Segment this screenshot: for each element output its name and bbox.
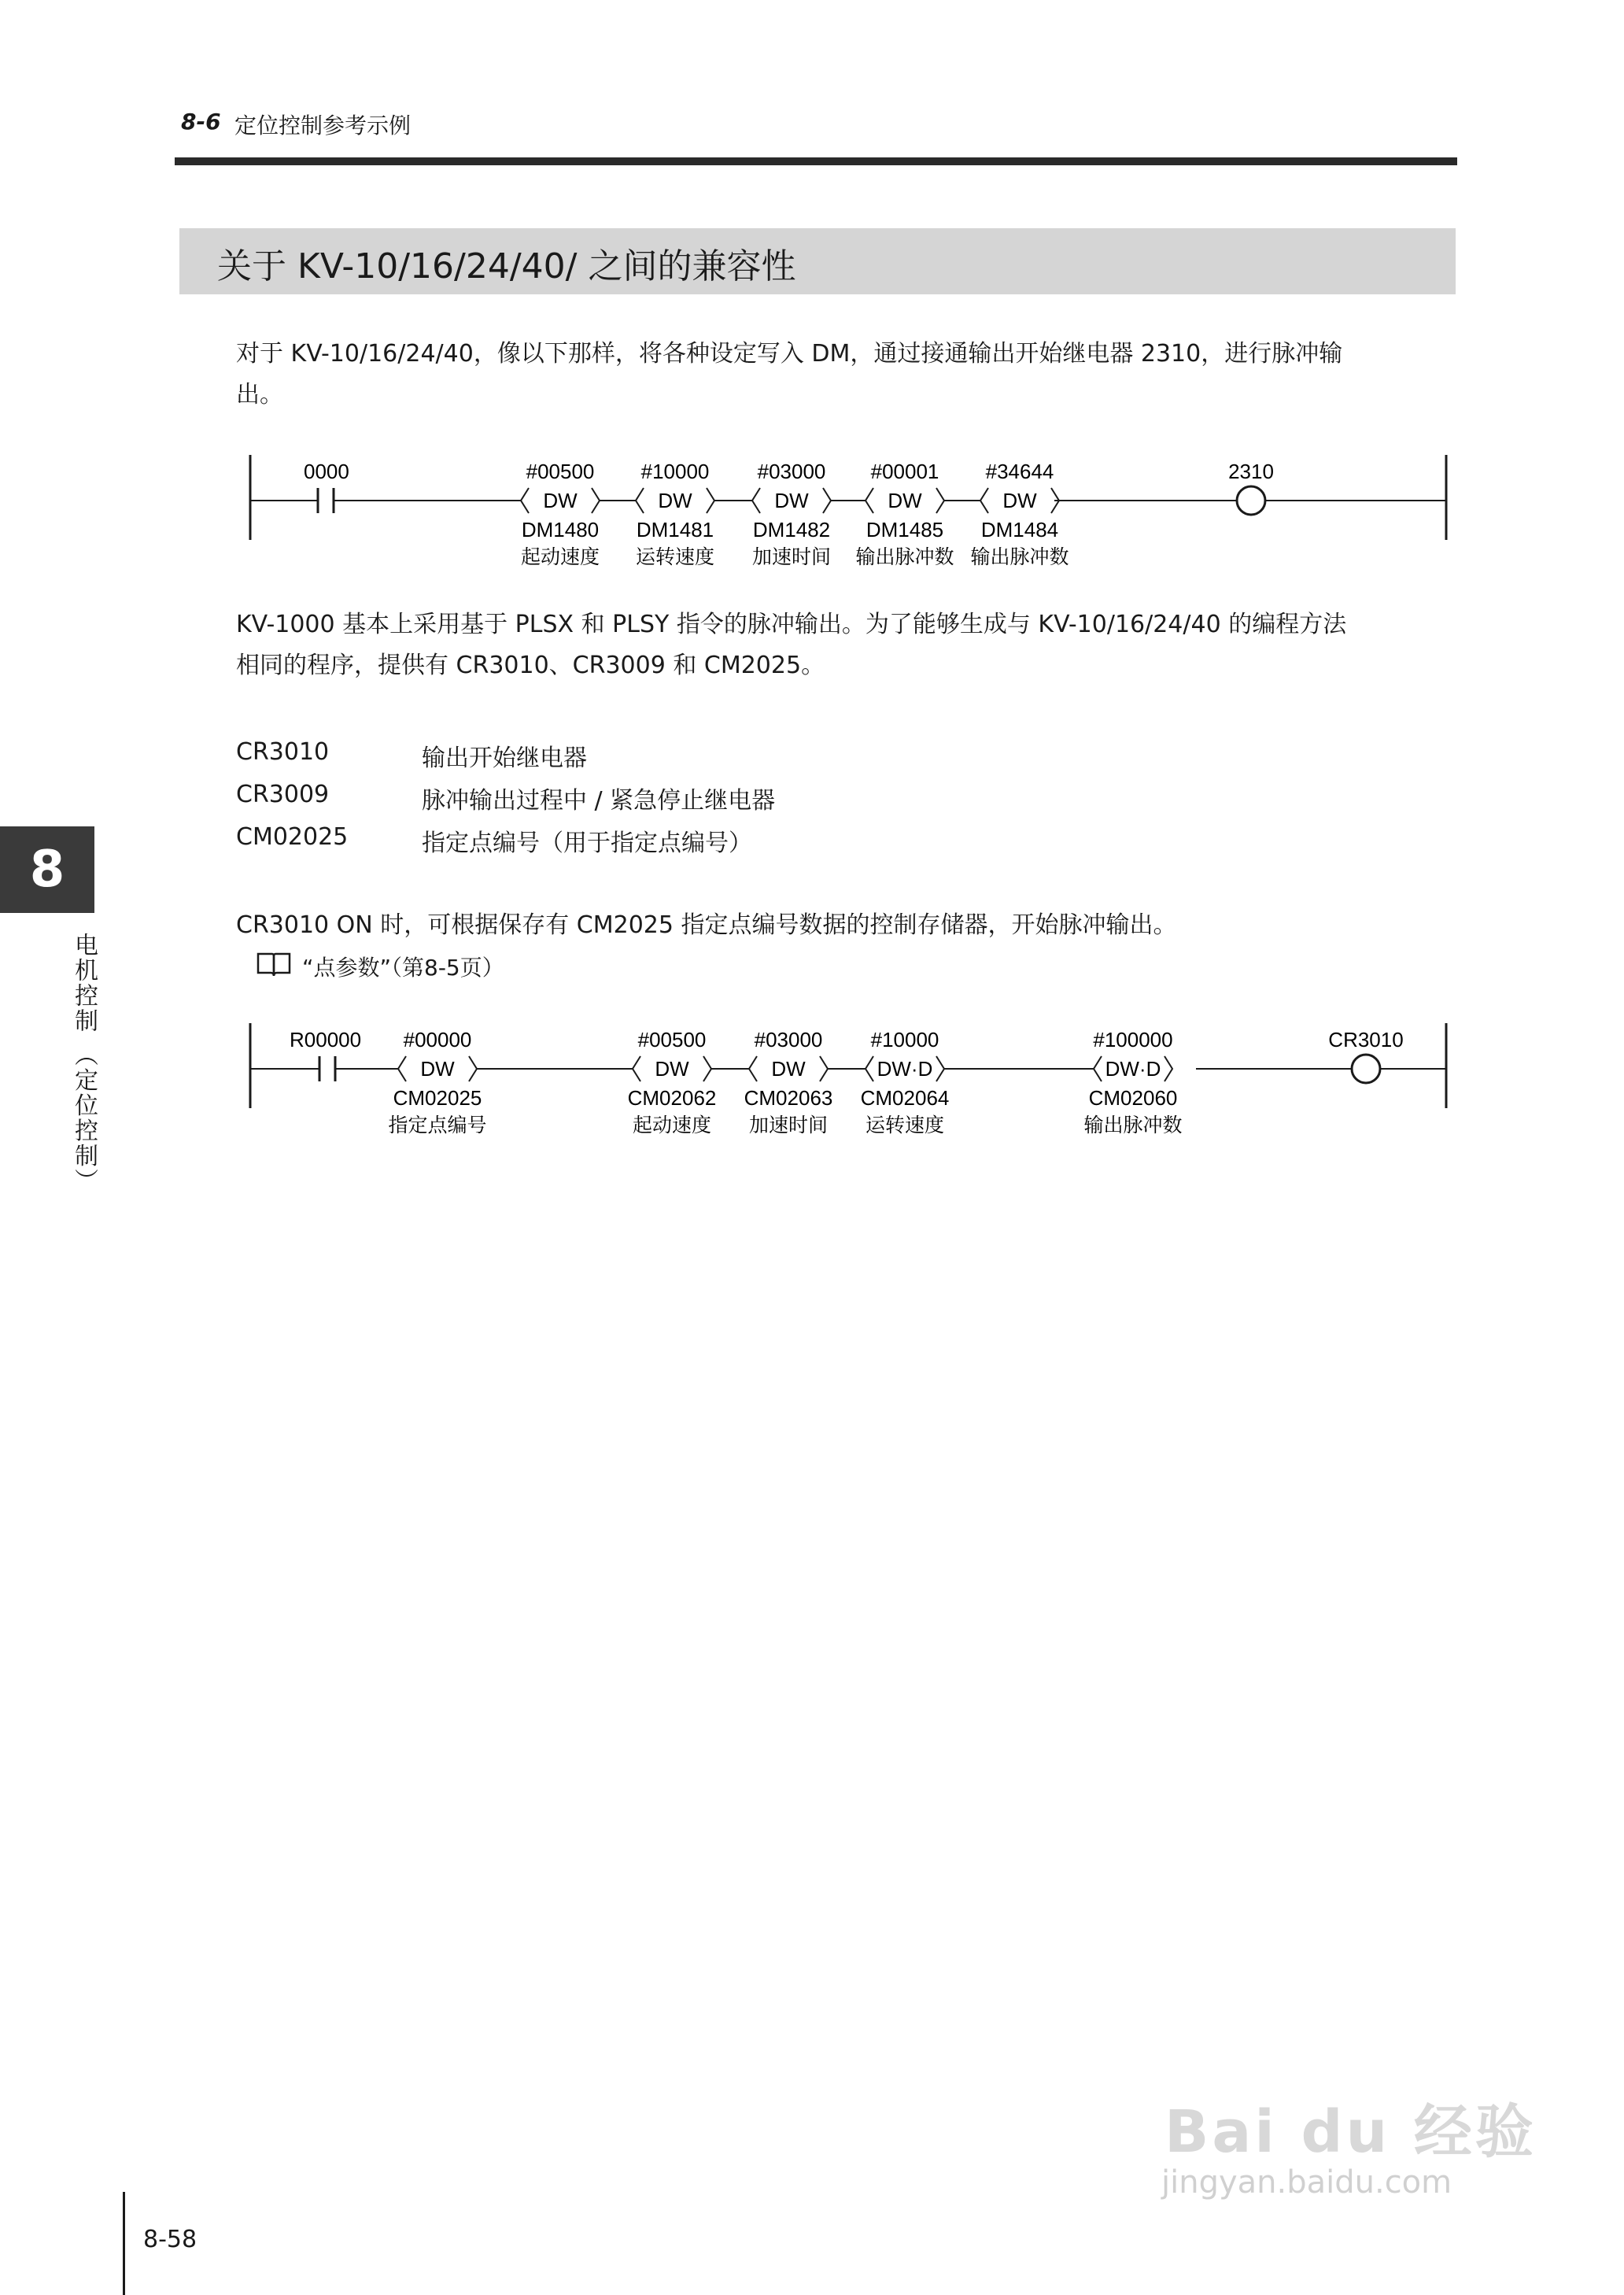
term-desc: 输出开始继电器 bbox=[422, 745, 587, 772]
instruction-value: #00500 bbox=[526, 460, 595, 483]
instruction-desc: 输出脉冲数 bbox=[970, 546, 1069, 568]
instruction-desc: 运转速度 bbox=[865, 1114, 945, 1136]
paragraph-line: 相同的程序，提供有 CR3010、CR3009 和 CM2025。 bbox=[236, 652, 825, 679]
instruction-bracket-right bbox=[936, 488, 944, 513]
instruction-bracket-left bbox=[752, 488, 760, 513]
instruction-desc: 运转速度 bbox=[635, 546, 715, 568]
instruction-value: #03000 bbox=[754, 1028, 823, 1051]
instruction-bracket-left bbox=[636, 488, 644, 513]
instruction-bracket-right bbox=[592, 488, 600, 513]
instruction-bracket-right bbox=[469, 1056, 477, 1081]
instruction-value: #03000 bbox=[757, 460, 826, 483]
instruction-desc: 起动速度 bbox=[632, 1114, 712, 1136]
instruction-op: DW bbox=[1002, 489, 1037, 512]
book-icon bbox=[257, 951, 291, 981]
instruction-bracket-left bbox=[866, 488, 873, 513]
instruction-dest: CM02063 bbox=[744, 1086, 833, 1110]
instruction-op: DW bbox=[774, 489, 809, 512]
instruction-op: DW bbox=[888, 489, 922, 512]
footer-rule bbox=[123, 2192, 125, 2295]
instruction-bracket-right bbox=[703, 1056, 711, 1081]
instruction-dest: CM02064 bbox=[860, 1086, 950, 1110]
page-number: 8-58 bbox=[143, 2226, 197, 2253]
term-name: CR3009 bbox=[236, 781, 330, 808]
instruction-op: DW bbox=[543, 489, 578, 512]
paragraph-intro bbox=[236, 334, 1566, 416]
ladder-diagram-1 bbox=[236, 449, 1463, 582]
instruction-op: DW bbox=[658, 489, 692, 512]
chapter-tab: 8 bbox=[0, 826, 94, 913]
coil-label: CR3010 bbox=[1328, 1028, 1404, 1051]
instruction-dest: DM1484 bbox=[980, 518, 1059, 541]
watermark-url: jingyan.baidu.com bbox=[1161, 2164, 1452, 2201]
instruction-bracket-left bbox=[398, 1056, 406, 1081]
instruction-value: #100000 bbox=[1093, 1028, 1173, 1051]
instruction-bracket-right bbox=[707, 488, 714, 513]
ladder-diagram-2 bbox=[236, 1017, 1463, 1151]
instruction-dest: DM1482 bbox=[752, 518, 831, 541]
paragraph-line: 对于 KV-10/16/24/40，像以下那样，将各种设定写入 DM，通过接通输出开始继电器 2310，进行脉冲输 bbox=[236, 340, 1343, 368]
instruction-bracket-left bbox=[1094, 1056, 1102, 1081]
contact-label: R00000 bbox=[290, 1028, 362, 1051]
instruction-desc: 起动速度 bbox=[520, 546, 600, 568]
watermark-brand: Bai du 经验 bbox=[1164, 2098, 1537, 2166]
instruction-op: DW bbox=[771, 1057, 806, 1081]
chapter-tab-label: 电机控制 （定位控制） bbox=[70, 933, 98, 1194]
header-rule bbox=[175, 157, 1457, 165]
contact-label: 0000 bbox=[304, 460, 349, 483]
instruction-desc: 加速时间 bbox=[748, 1114, 829, 1136]
instruction-value: #00000 bbox=[403, 1028, 472, 1051]
instruction-desc: 指定点编号 bbox=[388, 1114, 487, 1136]
header-section-number: 8-6 bbox=[181, 109, 221, 135]
term-desc: 指定点编号（用于指定点编号） bbox=[422, 830, 752, 857]
instruction-bracket-right bbox=[1164, 1056, 1172, 1081]
coil-symbol bbox=[1237, 486, 1265, 515]
instruction-value: #00500 bbox=[637, 1028, 707, 1051]
instruction-desc: 输出脉冲数 bbox=[855, 546, 954, 568]
instruction-dest: DM1485 bbox=[866, 518, 944, 541]
instruction-bracket-right bbox=[820, 1056, 828, 1081]
instruction-bracket-right bbox=[936, 1056, 944, 1081]
instruction-bracket-right bbox=[823, 488, 831, 513]
reference-link[interactable]: “点参数”（第8-5页） bbox=[302, 955, 504, 981]
term-name: CM02025 bbox=[236, 823, 349, 851]
paragraph-kv1000 bbox=[236, 604, 1566, 686]
instruction-dest: CM02060 bbox=[1088, 1086, 1178, 1110]
instruction-desc: 加速时间 bbox=[751, 546, 832, 568]
instruction-value: #34644 bbox=[985, 460, 1054, 483]
instruction-op: DW·D bbox=[877, 1057, 933, 1081]
term-desc: 脉冲输出过程中 / 紧急停止继电器 bbox=[422, 787, 776, 815]
instruction-desc: 输出脉冲数 bbox=[1083, 1114, 1183, 1136]
instruction-bracket-left bbox=[866, 1056, 873, 1081]
section-title: 关于 KV-10/16/24/40/ 之间的兼容性 bbox=[217, 246, 796, 286]
term-name: CR3010 bbox=[236, 738, 330, 766]
paragraph-cr3010: CR3010 ON 时，可根据保存有 CM2025 指定点编号数据的控制存储器，开始脉冲输出。 bbox=[236, 911, 1177, 939]
instruction-bracket-left bbox=[980, 488, 988, 513]
instruction-value: #10000 bbox=[870, 1028, 939, 1051]
instruction-op: DW bbox=[655, 1057, 689, 1081]
instruction-op: DW·D bbox=[1105, 1057, 1161, 1081]
paragraph-line: KV-1000 基本上采用基于 PLSX 和 PLSY 指令的脉冲输出。为了能够生成与 KV-10/16/24/40 的编程方法 bbox=[236, 611, 1347, 638]
instruction-value: #10000 bbox=[640, 460, 710, 483]
instruction-dest: DM1480 bbox=[521, 518, 600, 541]
coil-label: 2310 bbox=[1228, 460, 1274, 483]
instruction-dest: CM02062 bbox=[627, 1086, 717, 1110]
instruction-dest: DM1481 bbox=[636, 518, 714, 541]
instruction-bracket-left bbox=[749, 1056, 757, 1081]
instruction-value: #00001 bbox=[870, 460, 939, 483]
instruction-bracket-left bbox=[521, 488, 529, 513]
instruction-bracket-left bbox=[633, 1056, 640, 1081]
instruction-op: DW bbox=[420, 1057, 455, 1081]
instruction-dest: CM02025 bbox=[393, 1086, 482, 1110]
coil-symbol bbox=[1352, 1055, 1380, 1083]
header-section-title: 定位控制参考示例 bbox=[234, 113, 412, 139]
paragraph-line: 出。 bbox=[236, 381, 283, 408]
